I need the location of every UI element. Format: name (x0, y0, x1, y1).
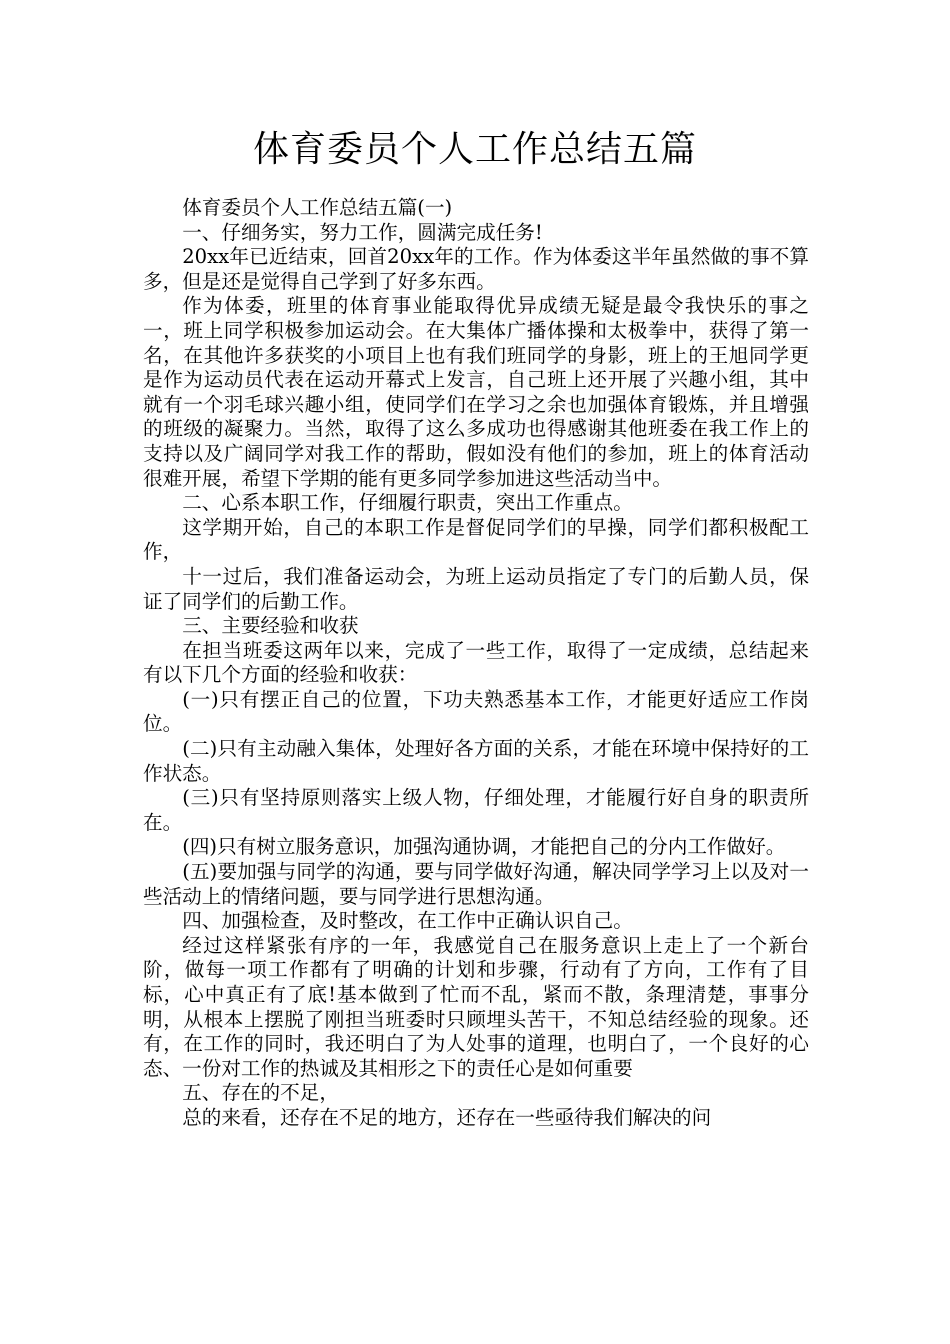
paragraph-1: 体育委员个人工作总结五篇(一) (182, 196, 453, 219)
paragraph-9: 在担当班委这两年以来，完成了一些工作，取得了一定成绩，总结起来有以下几个方面的经验和收获： (143, 638, 809, 687)
paragraph-5: 二、心系本职工作，仔细履行职责，突出工作重点。 (182, 491, 633, 515)
paragraph-16: 经过这样紧张有序的一年，我感觉自己在服务意识上走上了一个新台阶，做每一项工作都有了明确的计划和步骤，行动有了方向，工作有了目标，心中真正有了底!基本做到了忙而不乱，紧而不散，条理清楚，事事分明，从根本上摆脱了刚担当班委时只顾埋头苦干，不知总结经验的现象。还有，在工作的同时，我还明白了为人处事的道理，也明白了，一个良好的心态、一份对工作的热诚及其相形之下的责任心是如何重要 (143, 933, 809, 1080)
paragraph-11: (二)只有主动融入集体，处理好各方面的关系，才能在环境中保持好的工作状态。 (143, 737, 809, 785)
paragraph-7: 十一过后，我们准备运动会，为班上运动员指定了专门的后勤人员，保证了同学们的后勤工作。 (143, 564, 809, 613)
paragraph-12: (三)只有坚持原则落实上级人物，仔细处理，才能履行好自身的职责所在。 (143, 786, 809, 834)
paragraph-13: (四)只有树立服务意识，加强沟通协调，才能把自己的分内工作做好。 (182, 835, 786, 859)
paragraph-6: 这学期开始，自己的本职工作是督促同学们的早操，同学们都积极配工作， (143, 515, 809, 564)
paragraph-18: 总的来看，还存在不足的地方，还存在一些亟待我们解决的问 (182, 1105, 712, 1129)
paragraph-15: 四、加强检查，及时整改，在工作中正确认识自己。 (182, 909, 633, 933)
paragraph-4: 作为体委，班里的体育事业能取得优异成绩无疑是最令我快乐的事之一，班上同学积极参加运动会。在大集体广播体操和太极拳中，获得了第一名，在其他许多获奖的小项目上也有我们班同学的身影，班上的王旭同学更是作为运动员代表在运动开幕式上发言，自己班上还开展了兴趣小组，其中就有一个羽毛球兴趣小组，使同学们在学习之余也加强体育锻炼，并且增强的班级的凝聚力。当然，取得了这么多成功也得感谢其他班委在我工作上的支持以及广阔同学对我工作的帮助，假如没有他们的参加，班上的体育活动很难开展，希望下学期的能有更多同学参加进这些活动当中。 (143, 294, 809, 490)
paragraph-3: 20xx年已近结束，回首20xx年的工作。作为体委这半年虽然做的事不算多，但是还是觉得自己学到了好多东西。 (143, 245, 809, 293)
document-body (143, 196, 809, 1131)
document-title: 体育委员个人工作总结五篇 (252, 129, 697, 170)
paragraph-10: (一)只有摆正自己的位置，下功夫熟悉基本工作，才能更好适应工作岗位。 (143, 687, 809, 736)
paragraph-8: 三、主要经验和收获 (182, 614, 359, 638)
paragraph-17: 五、存在的不足， (182, 1081, 339, 1105)
paragraph-14: (五)要加强与同学的沟通，要与同学做好沟通，解决同学学习上以及对一些活动上的情绪问题，要与同学进行思想沟通。 (143, 860, 809, 908)
paragraph-2: 一、仔细务实，努力工作，圆满完成任务! (182, 220, 543, 244)
